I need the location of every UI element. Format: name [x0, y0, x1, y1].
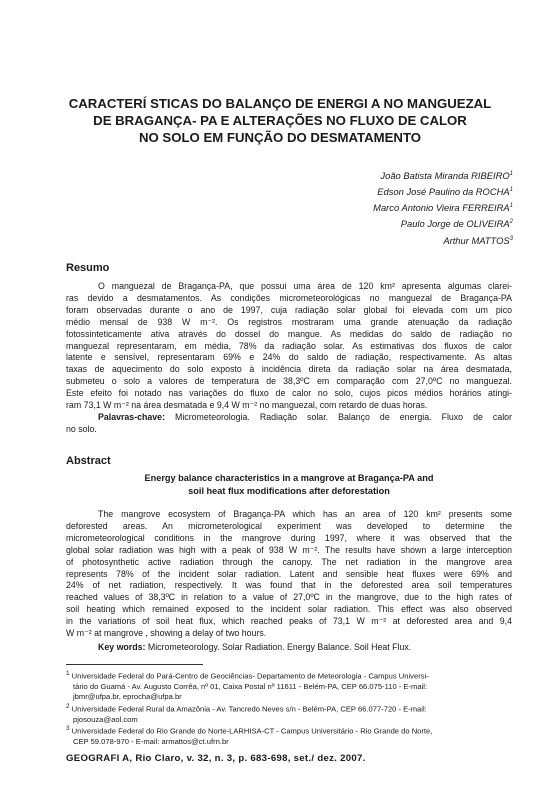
author: Arthur MATTOS$^3$	[443, 234, 513, 246]
abstract-line: micrometeorological conditions in the mangrove during 1997, where it was observed that the	[66, 532, 512, 543]
abstract-line: deforested areas. An micrometerological experiment was developed to determine the	[66, 520, 512, 531]
title-line: NO SOLO EM FUNÇÃO DO DESMATAMENTO	[138, 130, 422, 145]
resumo-keywords-cont: no solo.	[66, 423, 97, 434]
resumo-line: fotossinteticamente ativa através do dossel do mangue. As medidas do saldo de radiação no	[66, 328, 512, 339]
journal-citation: GEOGRAFI A, Rio Claro, v. 32, n. 3, p. 683-698, set./ dez. 2007.	[66, 753, 366, 764]
resumo-heading: Resumo	[66, 262, 110, 274]
abstract-line: 24% of net radiation, respectively. It was found that in the deforested area soil temperatures	[66, 580, 512, 591]
resumo-body	[66, 281, 512, 436]
resumo-line: ras devido a desmatamentos. As condições micrometeorológicas no manguezal de Bragança-PA	[66, 292, 512, 303]
author-list	[373, 167, 513, 248]
english-title: Energy balance characteristics in a mangrove at Bragança-PA and soil heat flux modifications after deforestation	[144, 473, 434, 496]
resumo-keywords: Palavras-chave: Micrometeorologia. Radiação solar. Balanço de energia. Fluxo de calor	[98, 411, 512, 422]
author: Paulo Jorge de OLIVEIRA$^2$	[400, 218, 513, 230]
abstract-line: in the variations of soil heat flux, which reached peaks of 73,1 W m⁻² at deforested area and 9,4	[66, 616, 512, 627]
footnote-1: $^1$ Universidade Federal do Pará-Centro de Geociências- Departamento de Meteorologia - Campus Universi- tário do Guamá - Av. Augusto Corrêa, nº 01, Caixa Postal nº 11611 - Belém-PA, CEP 66.075-110 - E-mail: jbmr@ufpa.br, eprocha@ufpa.br	[66, 670, 429, 701]
resumo-line: latente e sensível, representaram 69% e 24% do saldo de radiação, respectivamente. As altas	[66, 352, 512, 363]
abstract-line: soil heating which remained exposed to the incident solar radiation. This effect was also observed	[66, 604, 512, 615]
resumo-line: médio mensal de 938 W m⁻². Os registros mostraram uma grande atenuação da radiação	[66, 316, 512, 327]
author: Edson José Paulino da ROCHA$^1$	[377, 186, 513, 198]
resumo-line: O manguezal de Bragança-PA, que possui uma área de 120 km² apresenta algumas clarei-	[98, 281, 512, 291]
resumo-line: submeteu o solo a valores de temperatura de 38,3ºC em comparação com 27,0ºC no manguezal.	[66, 376, 512, 387]
article-title	[60, 95, 500, 146]
footnote-2: $^2$ Universidade Federal Rural da Amazônia - Av. Tancredo Neves s/n - Belém-PA, CEP 66.077-720 - E-mail: pjosouza@aol.com	[66, 703, 427, 724]
resumo-line: manguezal representaram, em média, 78% da radiação solar. As estimativas dos fluxos de calor	[66, 340, 512, 351]
abstract-keywords: Key words: Micrometeorology. Solar Radiation. Energy Balance. Soil Heat Flux.	[98, 641, 412, 652]
footnote-rule	[66, 664, 203, 665]
resumo-line: taxas de aquecimento do solo exposto à incidência direta da radiação solar na área desmatada,	[66, 364, 512, 375]
title-line: CARACTERÍ STICAS DO BALANÇO DE ENERGI A NO MANGUEZAL	[68, 96, 492, 111]
abstract-line: The mangrove ecosystem of Bragança-PA which has an area of 120 km² presents some	[98, 509, 512, 519]
abstract-body	[66, 509, 512, 654]
abstract-heading: Abstract	[66, 455, 111, 467]
title-line: DE BRAGANÇA- PA E ALTERAÇÕES NO FLUXO DE CALOR	[93, 113, 467, 128]
keywords-label: Key words:	[98, 641, 146, 652]
resumo-line: Este efeito foi notado nas variações do fluxo de calor no solo, cujos picos médios horários atingi-	[66, 388, 512, 399]
abstract-line: W m⁻² at mangrove , showing a delay of two hours.	[66, 628, 267, 639]
resumo-line: foram observadas durante o ano de 1997, cuja radiação solar global foi elevada com um pico	[66, 304, 512, 315]
abstract-line: of photosynthetic active radiation through the canopy. The net radiation in the mangrove area	[66, 556, 512, 567]
author: Marco Antonio Vieira FERREIRA$^1$	[373, 202, 513, 214]
keywords-label: Palavras-chave:	[98, 411, 165, 422]
resumo-line: ram 73,1 W m⁻² na área desmatada e 9,4 W m⁻² no manguezal, com retardo de duas horas.	[66, 400, 428, 411]
abstract-line: global solar radiation was high with a peak of 938 W m⁻². The results have shown a large interception	[66, 544, 512, 555]
abstract-line: represents 78% of the incident solar radiation. Latent and sensible heat fluxes were 69% and	[66, 568, 512, 579]
author: João Batista Miranda RIBEIRO$^1$	[380, 170, 513, 182]
abstract-line: reached values of 38,3ºC in relation to a value of 27,0ºC in the mangrove, due to the high rates of	[66, 592, 512, 603]
footnote-3: $^3$ Universidade Federal do Rio Grande do Norte-LARHISA-CT - Campus Universitário - Rio Grande do Norte, CEP 59.078-970 - E-mail: armattos@ct.ufrn.br	[66, 725, 433, 746]
